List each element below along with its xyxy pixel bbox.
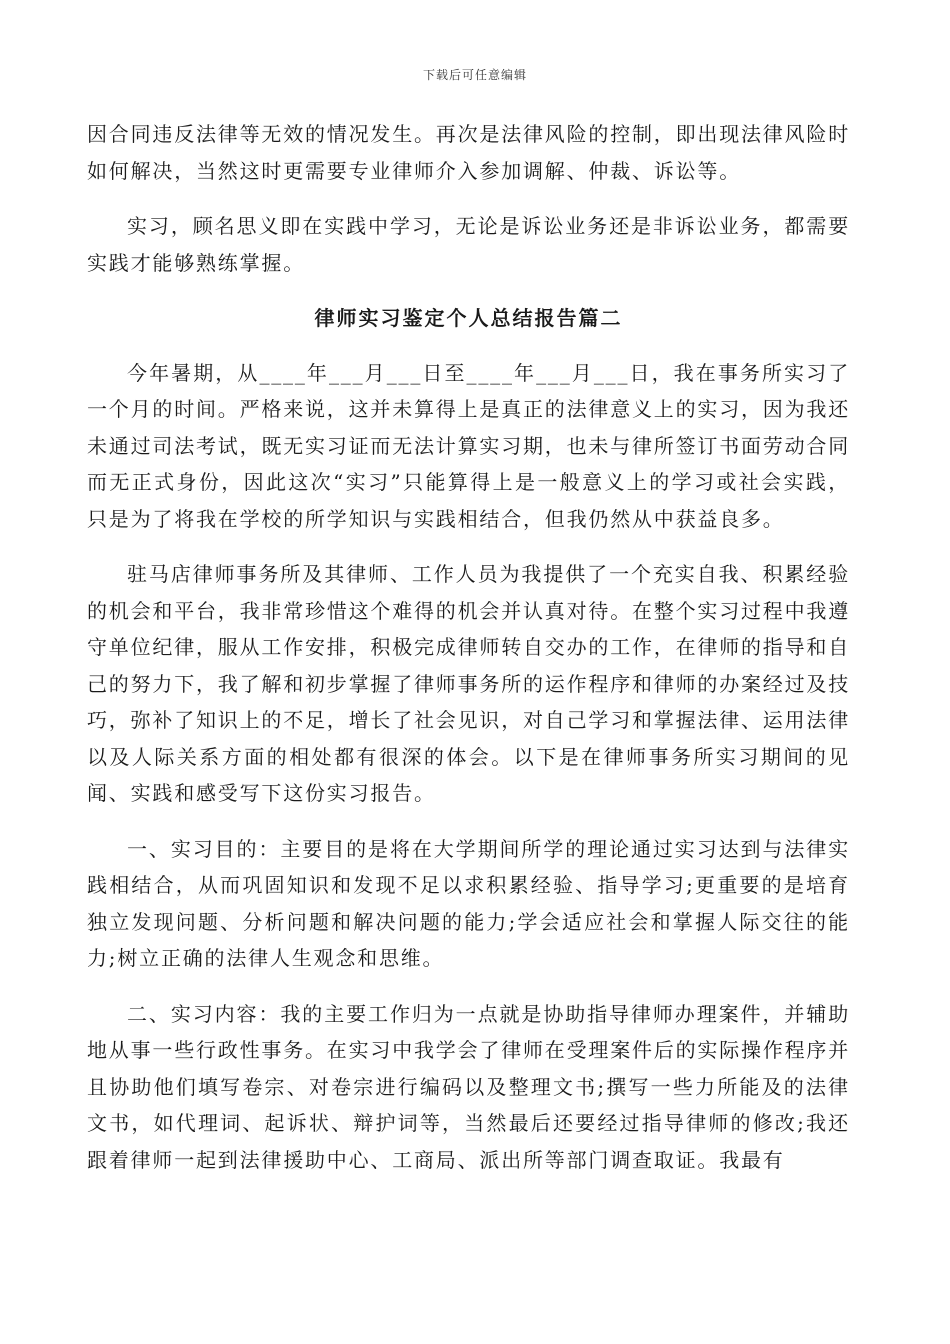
paragraph-intro: 今年暑期，从____年___月___日至____年___月___日，我在事务所实习了一个月的时间。严格来说，这并未算得上是真正的法律意义上的实习，因为我还未通过司法考试，既无实习证而无法计算实习期，也未与律所签订书面劳动合同而无正式身份，因此这次“实习”只能算得上是一般意义上的学习或社会实践，只是为了将我在学校的所学知识与实践相结合，但我仍然从中获益良多。	[87, 360, 850, 531]
document-body	[87, 116, 850, 1197]
paragraph-internship-meaning: 实习，顾名思义即在实践中学习，无论是诉讼业务还是非诉讼业务，都需要实践才能够熟练掌握。	[87, 214, 850, 275]
section-title: 律师实习鉴定个人总结报告篇二	[314, 306, 623, 330]
page-header: 下载后可任意编辑	[422, 68, 527, 82]
paragraph-internship-content: 二、实习内容：我的主要工作归为一点就是协助指导律师办理案件，并辅助地从事一些行政性事务。在实习中我学会了律师在受理案件后的实际操作程序并且协助他们填写卷宗、对卷宗进行编码以及整理文书;撰写一些力所能及的法律文书，如代理词、起诉状、辩护词等，当然最后还要经过指导律师的修改;我还跟着律师一起到法律援助中心、工商局、派出所等部门调查取证。我最有	[87, 1001, 850, 1172]
paragraph-internship-purpose: 一、实习目的：主要目的是将在大学期间所学的理论通过实习达到与法律实践相结合，从而巩固知识和发现不足以求积累经验、指导学习;更重要的是培育独立发现问题、分析问题和解决问题的能力;学会适应社会和掌握人际交往的能力;树立正确的法律人生观念和思维。	[87, 836, 850, 970]
paragraph-continuation: 因合同违反法律等无效的情况发生。再次是法律风险的控制，即出现法律风险时如何解决，当然这时更需要专业律师介入参加调解、仲裁、诉讼等。	[87, 122, 850, 183]
paragraph-firm-experience: 驻马店律师事务所及其律师、工作人员为我提供了一个充实自我、积累经验的机会和平台，我非常珍惜这个难得的机会并认真对待。在整个实习过程中我遵守单位纪律，服从工作安排，积极完成律师转自交办的工作，在律师的指导和自己的努力下，我了解和初步掌握了律师事务所的运作程序和律师的办案经过及技巧，弥补了知识上的不足，增长了社会见识，对自己学习和掌握法律、运用法律以及人际关系方面的相处都有很深的体会。以下是在律师事务所实习期间的见闻、实践和感受写下这份实习报告。	[87, 562, 850, 805]
